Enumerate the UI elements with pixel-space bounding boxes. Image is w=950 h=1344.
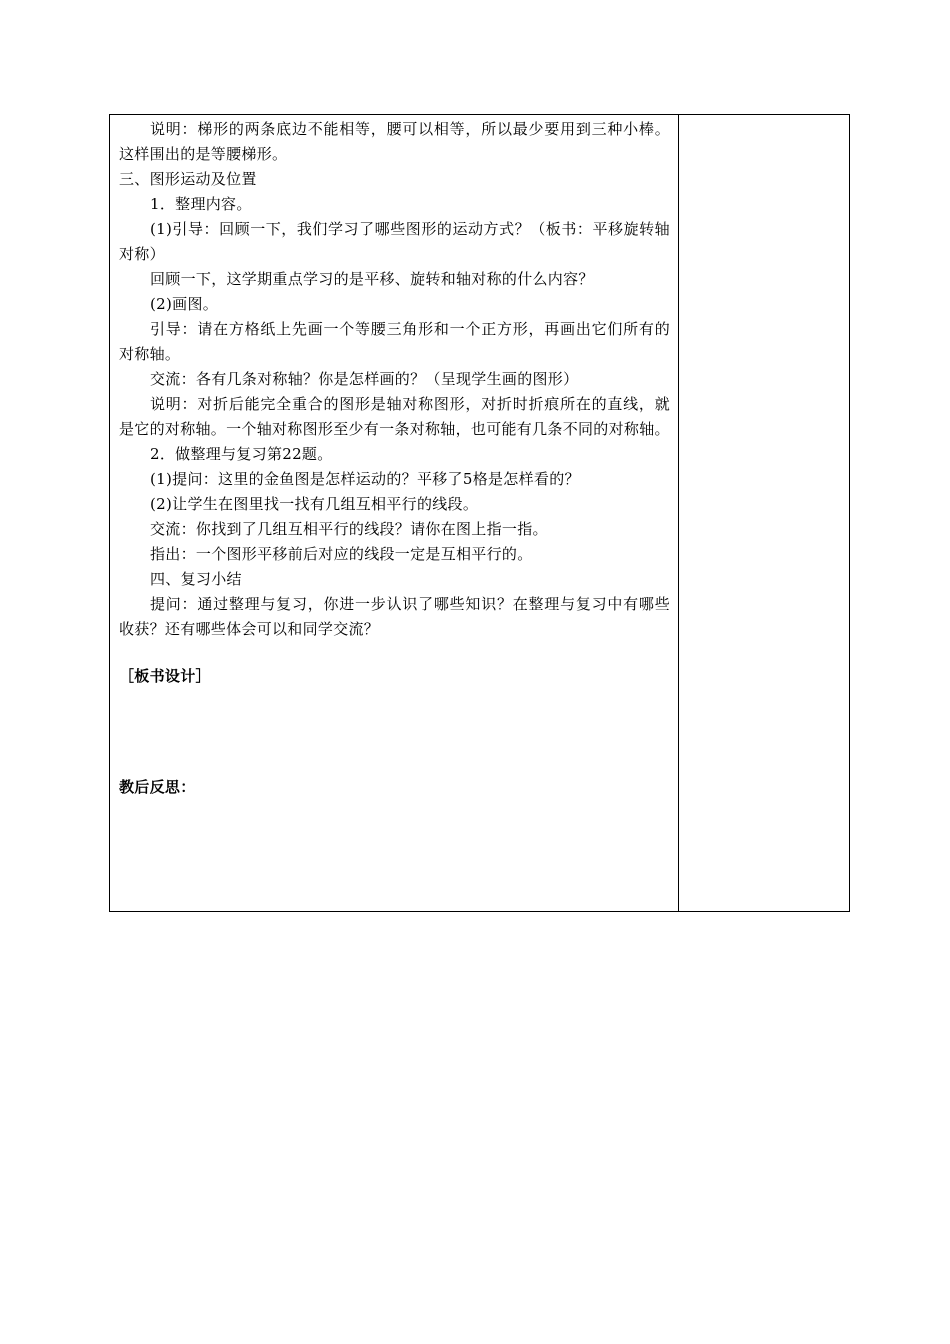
reflection-label: 教后反思： (119, 778, 196, 796)
paragraph: (2)画图。 (150, 295, 219, 313)
paragraph: (1)引导：回顾一下，我们学习了哪些图形的运动方式？（板书：平移旋转轴对称） (119, 220, 670, 263)
section-heading: 四、复习小结 (150, 570, 242, 588)
paragraph: 说明：对折后能完全重合的图形是轴对称图形，对折时折痕所在的直线，就是它的对称轴。一个轴对称图形至少有一条对称轴，也可能有几条不同的对称轴。 (119, 395, 670, 438)
board-design-label: ［板书设计］ (119, 667, 211, 685)
lesson-plan-table (109, 114, 850, 912)
paragraph: 回顾一下，这学期重点学习的是平移、旋转和轴对称的什么内容？ (150, 270, 594, 288)
section-heading: 三、图形运动及位置 (119, 170, 257, 188)
paragraph: 引导：请在方格纸上先画一个等腰三角形和一个正方形，再画出它们所有的对称轴。 (119, 320, 670, 363)
notes-cell (679, 115, 849, 911)
paragraph: 交流：你找到了几组互相平行的线段？请你在图上指一指。 (150, 520, 548, 538)
paragraph: 提问：通过整理与复习，你进一步认识了哪些知识？在整理与复习中有哪些收获？还有哪些体会可以和同学交流？ (119, 595, 670, 638)
lesson-content-cell (110, 115, 679, 911)
paragraph: (2)让学生在图里找一找有几组互相平行的线段。 (150, 495, 479, 513)
paragraph: 说明：梯形的两条底边不能相等，腰可以相等，所以最少要用到三种小棒。这样围出的是等腰梯形。 (119, 120, 670, 163)
paragraph: 指出：一个图形平移前后对应的线段一定是互相平行的。 (150, 545, 533, 563)
paragraph: 2．做整理与复习第22题。 (150, 445, 333, 463)
paragraph: (1)提问：这里的金鱼图是怎样运动的？平移了5格是怎样看的？ (150, 470, 580, 488)
paragraph: 1．整理内容。 (150, 195, 252, 213)
paragraph: 交流：各有几条对称轴？你是怎样画的？（呈现学生画的图形） (150, 370, 579, 388)
